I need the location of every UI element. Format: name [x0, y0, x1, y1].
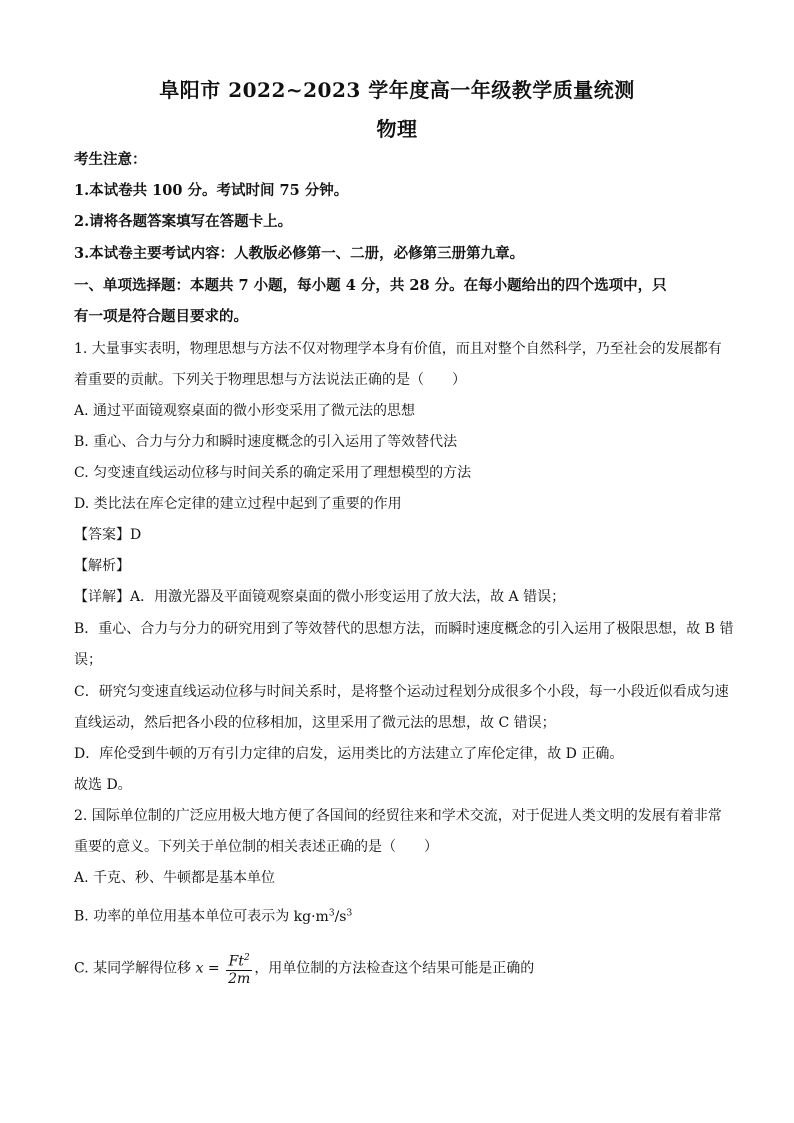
question-1-answer: 【答案】D [74, 527, 142, 543]
notice-item: 2.请将各题答案填写在答题卡上。 [74, 213, 293, 230]
question-1-option-c: C. 匀变速直线运动位移与时间关系的确定采用了理想模型的方法 [74, 465, 472, 481]
section-heading: 一、单项选择题：本题共 7 小题，每小题 4 分，共 28 分。在每小题给出的四个选项中，只 [74, 277, 667, 294]
question-1-detail: D．库伦受到牛顿的万有引力定律的启发，运用类比的方法建立了库伦定律，故 D 正确。 [74, 746, 624, 762]
question-2-option-c: C. 某同学解得位移 x = $\frac{Ft^2}{2m}$ ，用单位制的方法检查这个结果可能是正确的 [74, 950, 724, 987]
option-c-text-tail: ，用单位制的方法检查这个结果可能是正确的 [254, 960, 535, 977]
notice-item: 1.本试卷共 100 分。考试时间 75 分钟。 [74, 182, 349, 199]
document-title: 阜阳市 2022~2023 学年度高一年级教学质量统测 [159, 78, 635, 102]
question-2-stem-cont: 重要的意义。下列关于单位制的相关表述正确的是（ ） [74, 839, 438, 855]
question-1-detail: 误； [74, 652, 102, 668]
option-b-text: B. 功率的单位用基本单位可表示为 [74, 908, 290, 925]
question-1-stem: 1. 大量事实表明，物理思想与方法不仅对物理学本身有价值，而且对整个自然科学，乃至社会的发展都有 [74, 341, 722, 357]
option-c-text: C. 某同学解得位移 [74, 960, 196, 977]
section-heading-cont: 有一项是符合题目要求的。 [74, 308, 248, 325]
question-2-option-a: A. 千克、秒、牛顿都是基本单位 [74, 870, 276, 886]
question-1-option-b: B. 重心、合力与分力和瞬时速度概念的引入运用了等效替代法 [74, 434, 458, 450]
option-b-unit-formula: $kg\cdot m^3/s^3$ [293, 908, 353, 925]
question-1-stem-cont: 着重要的贡献。下列关于物理思想与方法说法正确的是（ ） [74, 372, 466, 388]
notice-heading: 考生注意： [74, 151, 147, 168]
question-2-stem: 2. 国际单位制的广泛应用极大地方便了各国间的经贸往来和学术交流，对于促进人类文明的发展有着非常 [74, 808, 722, 824]
question-1-detail: 【详解】A．用激光器及平面镜观察桌面的微小形变运用了放大法，故 A 错误； [74, 589, 566, 605]
question-1-conclusion: 故选 D。 [74, 777, 132, 793]
question-1-analysis: 【解析】 [74, 558, 130, 574]
displacement-fraction: $\frac{Ft^2}{2m}$ [226, 950, 252, 987]
notice-item: 3.本试卷主要考试内容：人教版必修第一、二册，必修第三册第九章。 [74, 245, 525, 262]
document-subject: 物理 [376, 117, 418, 141]
question-1-detail: 直线运动，然后把各小段的位移相加，这里采用了微元法的思想，故 C 错误； [74, 715, 556, 731]
question-1-detail: B．重心、合力与分力的研究用到了等效替代的思想方法，而瞬时速度概念的引入运用了极限思想，故 B 错 [74, 621, 734, 637]
question-1-detail: C．研究匀变速直线运动位移与时间关系时，是将整个运动过程划分成很多个小段，每一小段近似看成匀速 [74, 684, 729, 700]
question-1-option-d: D. 类比法在库仑定律的建立过程中起到了重要的作用 [74, 496, 402, 512]
question-1-option-a: A. 通过平面镜观察桌面的微小形变采用了微元法的思想 [74, 403, 416, 419]
question-2-option-b [74, 903, 724, 927]
